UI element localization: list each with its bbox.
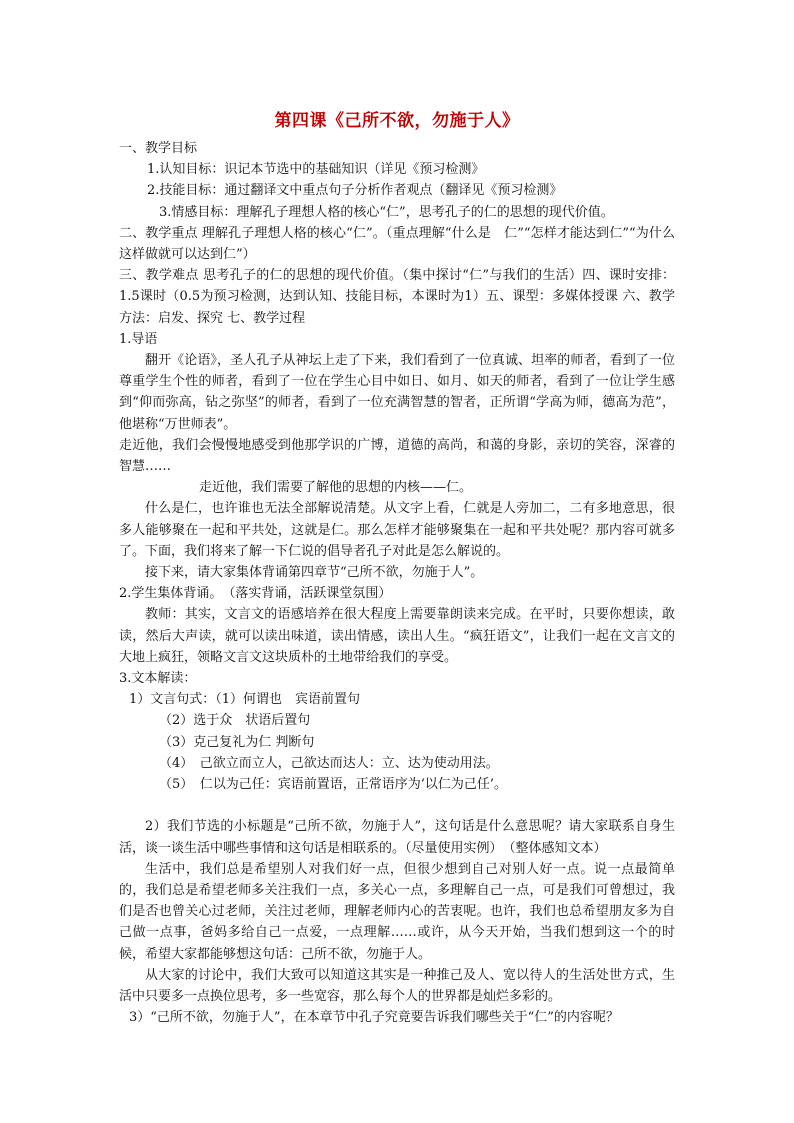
paragraph: 生活中，我们总是希望别人对我们好一点，但很少想到自己对别人好一点。说一点最简单的，我们总是希望老师多关注我们一点，多关心一点，多理解自己一点，可是我们可曾想过，我们是否也曾关心过老师，关注过老师，理解老师内心的苦衷呢。也许，我们也总希望朋友多为自己做一点事，爸妈多给自己一点爱，一点理解……或许，从今天开始，当我们想到这一个的时候，希望大家都能够想这句话：己所不欲，勿施于人。	[119, 861, 675, 962]
subheading-text-analysis: 3.文本解读：	[119, 671, 197, 687]
objective-cognitive: 1.认知目标：识记本节选中的基础知识（详见《预习检测》	[147, 162, 485, 178]
section-heading-objectives: 一、教学目标	[119, 141, 198, 156]
list-item: （2）选于众 状语后置句	[159, 713, 311, 729]
document-title: 第四课《己所不欲，勿施于人》	[274, 111, 520, 131]
paragraph: 接下来，请大家集体背诵第四章节“己所不欲，勿施于人”。	[145, 565, 484, 581]
subheading-recitation: 2.学生集体背诵。 （落实背诵，活跃课堂氛围）	[119, 586, 392, 602]
paragraph: 教师：其实，文言文的语感培养在很大程度上需要靠朗读来完成。在平时，只要你想读，敢读，然后大声读，就可以读出味道，读出情感，读出人生。“疯狂语文”，让我们一起在文言文的大地上疯狂，领略文言文这块质朴的土地带给我们的享受。	[119, 607, 675, 665]
objective-skill: 2.技能目标：通过翻译文中重点句子分析作者观点（翻译见《预习检测》	[147, 183, 563, 199]
section-key-points: 二、教学重点 理解孔子理想人格的核心“仁”。（重点理解“什么是 仁”“怎样才能达到仁”“为什么这样做就可以达到仁”）	[119, 225, 675, 263]
paragraph: 2）我们节选的小标题是“己所不欲，勿施于人”，这句话是什么意思呢？请大家联系自身生活，谈一谈生活中哪些事情和这句话是相联系的。（尽量使用实例） （整体感知文本）	[119, 819, 675, 856]
spacer	[119, 795, 675, 816]
list-item: 1）文言句式：（1）何谓也 宾语前置句	[129, 692, 361, 708]
list-item: （5） 仁以为己任：宾语前置语，正常语序为‘以仁为己任’。	[159, 777, 508, 793]
section-difficulties: 三、教学难点 思考孔子的仁的思想的现代价值。（集中探讨“仁”与我们的生活）四、课时安排：1.5课时（0.5为预习检测，达到认知、技能目标，本课时为1）五、课型：多媒体授课 六、教学方法：启发、探究 七、教学过程	[119, 268, 675, 326]
paragraph: 走近他，我们需要了解他的思想的内核——仁。	[199, 480, 473, 496]
paragraph: 走近他，我们会慢慢地感受到他那学识的广博，道德的高尚，和蔼的身影，亲切的笑容，深睿的智慧……	[119, 437, 675, 475]
document-body	[119, 138, 675, 1028]
paragraph: 什么是仁，也许谁也无法全部解说清楚。从文字上看，仁就是人旁加二，二有多地意思，很多人能够聚在一起和平共处，这就是仁。那么怎样才能够聚集在一起和平共处呢？那内容可就多了。下面，我们将来了解一下仁说的倡导者孔子对此是怎么解说的。	[119, 501, 675, 559]
paragraph: 3）“己所不欲，勿施于人”，在本章节中孔子究竟要告诉我们哪些关于“仁”的内容呢？	[129, 1010, 619, 1026]
list-item: （4） 己欲立而立人，己欲达而达人：立、达为使动用法。	[159, 755, 499, 771]
list-item: （3）克己复礼为仁 判断句	[159, 734, 315, 750]
paragraph: 从大家的讨论中，我们大致可以知道这其实是一种推己及人、宽以待人的生活处世方式，生活中只要多一点换位思考，多一些宽容，那么每个人的世界都是灿烂多彩的。	[119, 967, 675, 1004]
subheading-intro: 1.导语	[119, 331, 158, 347]
objective-emotion: 3.情感目标：理解孔子理想人格的核心“仁”，思考孔子的仁的思想的现代价值。	[159, 204, 614, 220]
paragraph: 翻开《论语》，圣人孔子从神坛上走了下来，我们看到了一位真诚、坦率的师者，看到了一位尊重学生个性的师者，看到了一位在学生心目中如日、如月、如天的师者，看到了一位让学生感到“仰而弥高，钻之弥坚”的师者，看到了一位充满智慧的智者，正所谓“学高为师，德高为范”，他堪称“万世师表”。	[119, 353, 675, 432]
